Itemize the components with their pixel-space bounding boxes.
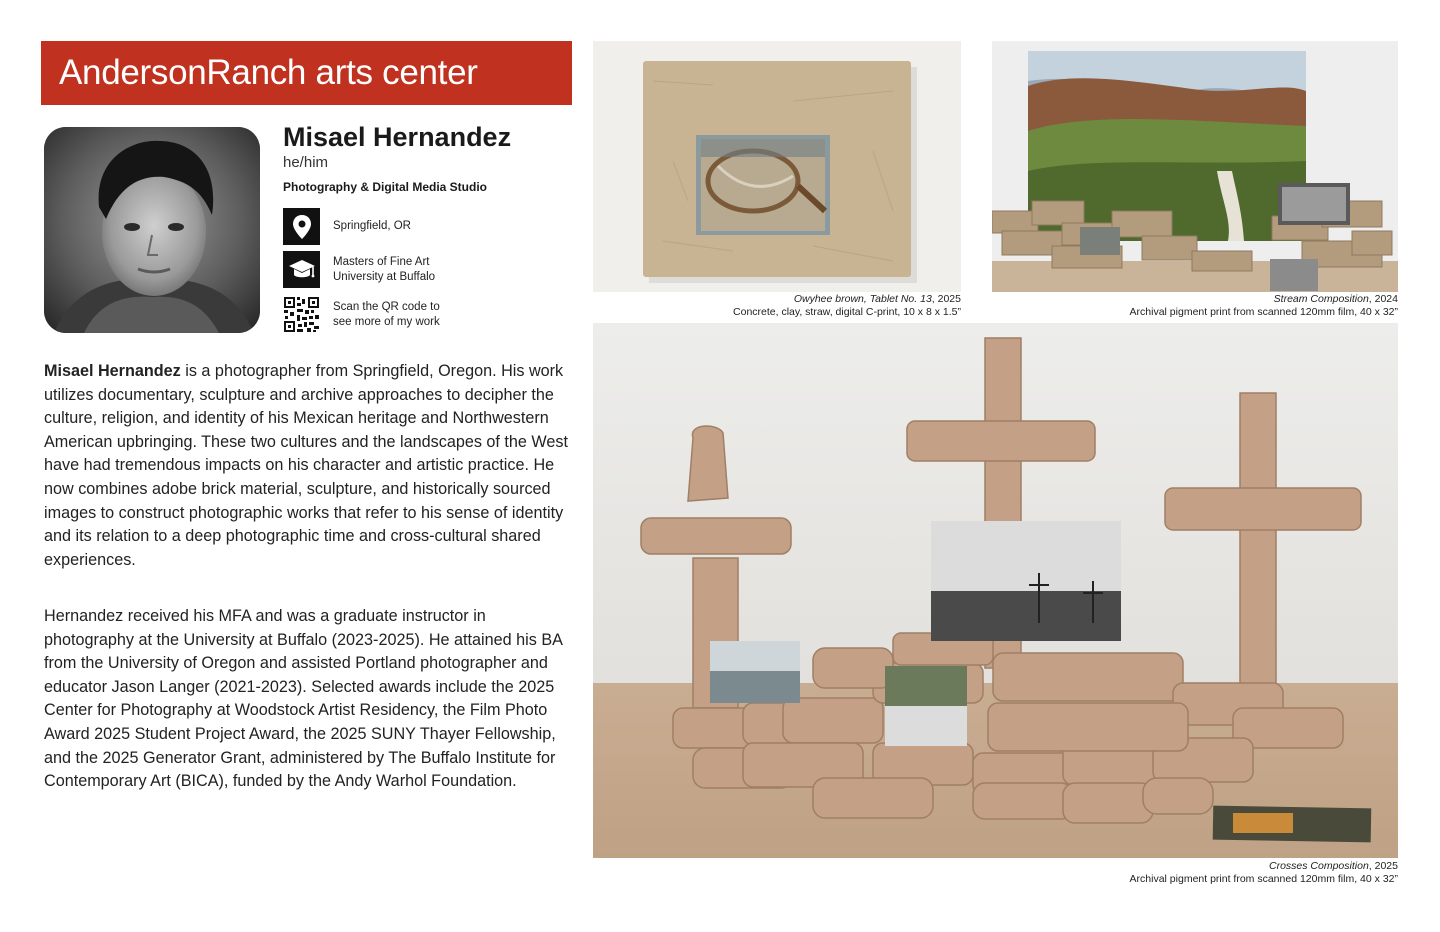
- brand-logo: [59, 53, 478, 93]
- degree-text: [333, 255, 435, 285]
- degree-line2: University at Buffalo: [333, 270, 436, 283]
- work-medium-tablet: Concrete, clay, straw, digital C-print, 10 x 8 x 1.5”: [733, 306, 961, 318]
- degree-row: [283, 251, 435, 288]
- work-title-crosses: Crosses Composition: [1269, 860, 1369, 872]
- qr-line2: see more of my work: [333, 315, 440, 328]
- map-pin-icon: [283, 208, 320, 245]
- bio-paragraph-1: [44, 360, 572, 572]
- degree-line1: Masters of Fine Art: [333, 255, 430, 268]
- artwork-image-tablet: [593, 41, 961, 292]
- caption-crosses: [1130, 860, 1398, 886]
- artist-pronouns: he/him: [283, 154, 329, 171]
- qr-code-icon[interactable]: [283, 296, 320, 333]
- work-title-tablet: Owyhee brown, Tablet No. 13: [793, 293, 932, 305]
- brand-name-b: arts center: [315, 53, 478, 92]
- bio-p1-text: is a photographer from Springfield, Oregon. His work utilizes documentary, sculpture and archive approaches to decipher the culture, religion, and identity of his Mexican heritage and Northwestern American upbringing. These two cultures and the landscapes of the West have had tremendous impacts on his character and artistic practice. He now combines adobe brick material, sculpture, and historically sourced images to construct photographic works that refer to his sense of identity and its relation to a deep photographic time and cross-cultural shared experiences.: [44, 362, 568, 569]
- bio-lead-name: Misael Hernandez: [44, 362, 181, 380]
- graduation-cap-icon: [283, 251, 320, 288]
- brand-name-a: AndersonRanch: [59, 53, 307, 92]
- qr-line1: Scan the QR code to: [333, 300, 440, 313]
- qr-text: [333, 300, 440, 330]
- artwork-image-stream: [992, 41, 1398, 292]
- work-year-crosses: , 2025: [1368, 860, 1398, 872]
- artist-studio: Photography & Digital Media Studio: [283, 180, 487, 194]
- artist-name: Misael Hernandez: [283, 122, 512, 152]
- caption-tablet: [733, 293, 961, 319]
- work-title-stream: Stream Composition: [1273, 293, 1369, 305]
- caption-stream: [1130, 293, 1398, 319]
- work-year-stream: , 2024: [1368, 293, 1398, 305]
- qr-row: [283, 296, 440, 333]
- location-text: Springfield, OR: [333, 220, 411, 232]
- work-medium-crosses: Archival pigment print from scanned 120mm film, 40 x 32”: [1129, 873, 1398, 885]
- artwork-image-crosses: [593, 323, 1398, 858]
- work-year-tablet: , 2025: [931, 293, 961, 305]
- location-row: [283, 208, 411, 245]
- bio-paragraph-2: Hernandez received his MFA and was a graduate instructor in photography at the University at Buffalo (2023-2025). He attained his BA from the University of Oregon and assisted Portland photographer and educator Jason Langer (2021-2023). Selected awards include the 2025 Center for Photography at Woodstock Artist Residency, the Film Photo Award 2025 Student Project Award, the 2025 SUNY Thayer Fellowship, and the 2025 Generator Grant, administered by The Buffalo Institute for Contemporary Art (BICA), funded by the Andy Warhol Foundation.: [44, 607, 563, 791]
- brand-banner: [41, 41, 572, 105]
- artist-portrait: [44, 127, 260, 333]
- work-medium-stream: Archival pigment print from scanned 120mm film, 40 x 32”: [1129, 306, 1398, 318]
